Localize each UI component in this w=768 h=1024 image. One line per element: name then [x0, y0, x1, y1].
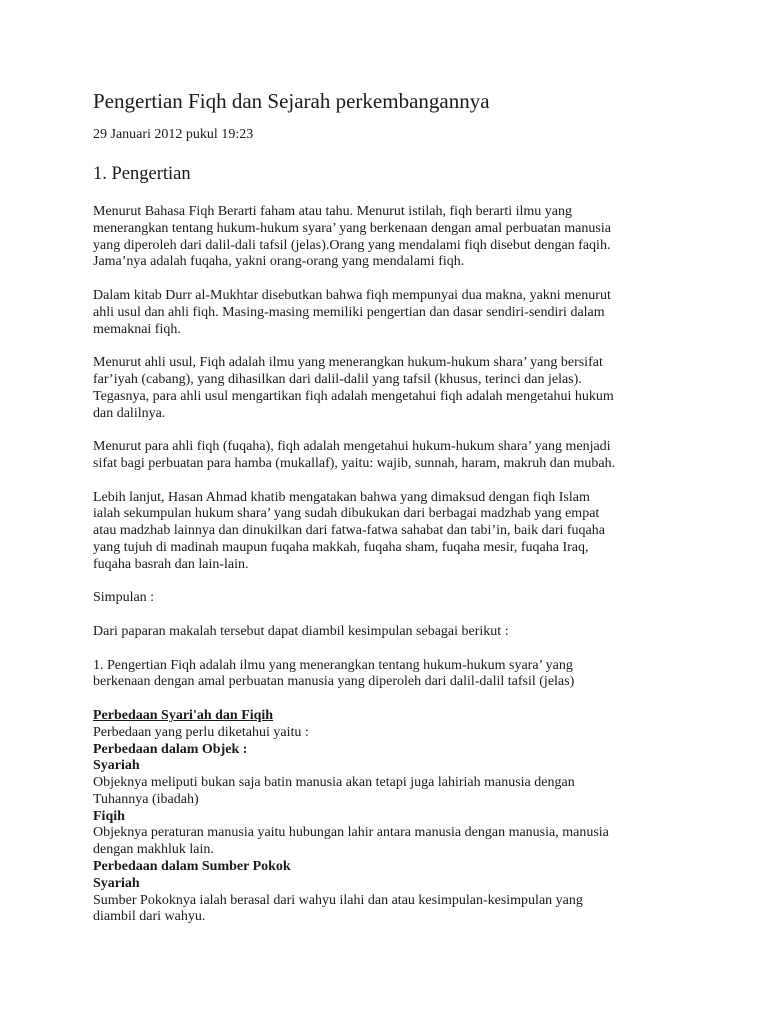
paragraph-line: Menurut para ahli fiqh (fuqaha), fiqh adalah mengetahui hukum-hukum shara’ yang menjadi [93, 439, 611, 455]
paragraph [93, 624, 683, 641]
sumber-syariah-label: Syariah [93, 875, 140, 891]
objek-syariah-label: Syariah [93, 758, 140, 774]
paragraph-line: memaknai fiqh. [93, 321, 181, 337]
paragraph-line: Lebih lanjut, Hasan Ahmad khatib mengatakan bahwa yang dimaksud dengan fiqh Islam [93, 489, 590, 505]
paragraph-line: Objeknya peraturan manusia yaitu hubungan lahir antara manusia dengan manusia, manusia [93, 825, 609, 841]
paragraph [93, 288, 683, 338]
paragraph-line: ialah sekumpulan hukum shara’ yang sudah dibukukan dari berbagai madzhab yang empat [93, 506, 600, 522]
paragraph-line: atau madzhab lainnya dan dinukilkan dari fatwa-fatwa sahabat dan tabi’in, baik dari fuqaha [93, 523, 605, 539]
sumber-heading: Perbedaan dalam Sumber Pokok [93, 859, 291, 875]
paragraph-line: ahli usul dan ahli fiqh. Masing-masing memiliki pengertian dan dasar sendiri-sendiri dalam [93, 304, 605, 320]
paragraph [93, 590, 683, 607]
paragraph-line: menerangkan tentang hukum-hukum syara’ yang berkenaan dengan amal perbuatan manusia [93, 220, 611, 236]
paragraph [93, 439, 683, 473]
paragraph-line: dengan makhluk lain. [93, 842, 214, 858]
objek-syariah-text [93, 775, 683, 809]
simpulan-label: Simpulan : [93, 590, 155, 606]
document-page [93, 86, 683, 926]
objek-fiqih-label: Fiqih [93, 808, 125, 824]
paragraph-line: Dalam kitab Durr al-Mukhtar disebutkan bahwa fiqh mempunyai dua makna, yakni menurut [93, 287, 611, 303]
paragraph [93, 658, 683, 692]
paragraph-line: sifat bagi perbuatan para hamba (mukallaf), yaitu: wajib, sunnah, haram, makruh dan mubah. [93, 455, 616, 471]
post-date: 29 Januari 2012 pukul 19:23 [93, 127, 254, 142]
comparison-intro: Perbedaan yang perlu diketahui yaitu : [93, 724, 309, 740]
objek-fiqih-text [93, 825, 683, 859]
paragraph-line: Dari paparan makalah tersebut dapat diambil kesimpulan sebagai berikut : [93, 623, 509, 639]
paragraph-line: Menurut Bahasa Fiqh Berarti faham atau tahu. Menurut istilah, fiqh berarti ilmu yang [93, 204, 572, 219]
paragraph [93, 204, 683, 271]
paragraph-line: yang diperoleh dari dalil-dali tafsil (jelas).Orang yang mendalami fiqh disebut dengan faqih. [93, 237, 611, 253]
paragraph-line: berkenaan dengan amal perbuatan manusia yang diperoleh dari dalil-dalil tafsil (jelas) [93, 674, 575, 690]
paragraph-line: 1. Pengertian Fiqh adalah ilmu yang menerangkan tentang hukum-hukum syara’ yang [93, 657, 573, 673]
objek-heading: Perbedaan dalam Objek : [93, 741, 248, 757]
paragraph-line: Objeknya meliputi bukan saja batin manusia akan tetapi juga lahiriah manusia dengan [93, 775, 575, 791]
sumber-syariah-text [93, 893, 683, 927]
paragraph-line: Tuhannya (ibadah) [93, 791, 199, 807]
paragraph-line: Jama’nya adalah fuqaha, yakni orang-orang yang mendalami fiqh. [93, 254, 465, 270]
paragraph-line: Sumber Pokoknya ialah berasal dari wahyu ilahi dan atau kesimpulan-kesimpulan yang [93, 892, 583, 908]
paragraph-line: fuqaha basrah dan lain-lain. [93, 556, 249, 572]
paragraph-line: diambil dari wahyu. [93, 909, 206, 925]
comparison-heading: Perbedaan Syari'ah dan Fiqih [93, 707, 274, 723]
body-paragraphs [93, 204, 683, 691]
paragraph-line: Tegasnya, para ahli usul mengartikan fiqh adalah mengetahui fiqh adalah mengetahui hukum [93, 388, 614, 404]
paragraph-line: far’iyah (cabang), yang dihasilkan dari dalil-dalil yang tafsil (khusus, terinci dan jelas). [93, 371, 582, 387]
paragraph-line: dan dalilnya. [93, 405, 166, 421]
paragraph-line: yang tujuh di madinah maupun fuqaha makkah, fuqaha sham, fuqaha mesir, fuqaha Iraq, [93, 539, 589, 555]
section-heading-pengertian: 1. Pengertian [93, 164, 191, 184]
document-title: Pengertian Fiqh dan Sejarah perkembangannya [93, 89, 490, 113]
comparison-section [93, 708, 683, 926]
paragraph-line: Menurut ahli usul, Fiqh adalah ilmu yang menerangkan hukum-hukum shara’ yang bersifat [93, 355, 603, 371]
paragraph [93, 355, 683, 422]
paragraph [93, 490, 683, 574]
